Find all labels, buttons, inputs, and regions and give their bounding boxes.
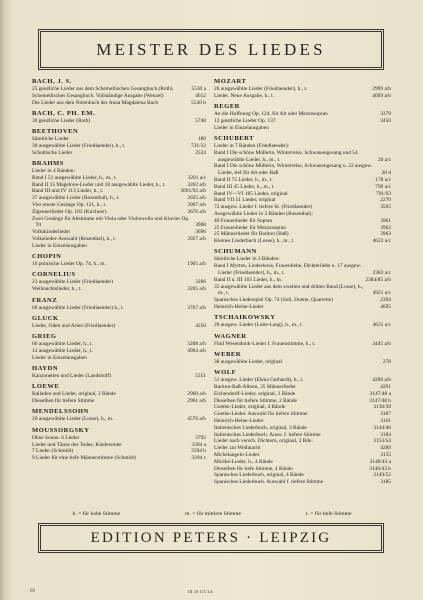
catalog-entry: [32, 286, 206, 293]
edition-number: 3161: [380, 417, 391, 424]
edition-number: 4622 a/c: [372, 238, 391, 245]
entry-title: Band II u. III 163 Lieder, h., m.: [214, 276, 283, 283]
edition-number: 3379: [380, 111, 391, 118]
entry-title: An die Hoffnung Op. 124, für Alt oder Mezzosopran: [214, 111, 328, 118]
entry-title: 20 ausgew. Lieder (Lotte-Lang), h., m., t.: [214, 322, 304, 329]
entry-title: Volkslieder-Auswahl (Rosenthal), h., t.: [32, 236, 117, 243]
composer-section: [32, 253, 206, 268]
catalog-entry: [214, 277, 391, 284]
publisher-box: [38, 523, 384, 553]
composer-name: MENDELSSOHN: [32, 408, 89, 416]
entry-title: Zigeunerlieder Op. 103 (Kirchner): [32, 208, 107, 215]
legend-high: h. = für hohe Stimme: [72, 511, 121, 517]
edition-number: 3505: [380, 204, 391, 211]
entry-title: Lieder nach versch. Dichtern, original, 2 Bde.: [214, 438, 313, 445]
composer-name: TSCHAIKOWSKY: [214, 314, 276, 322]
edition-number: 3208 a/b: [187, 341, 206, 348]
entry-title: Band III und IV 113 Lieder, h., t.: [32, 188, 104, 195]
composer-name: REGER: [214, 103, 240, 111]
composer-name: GLUCK: [32, 314, 59, 322]
entry-title: Band II 15 Magelone-Lieder und 18 ausgewählte Lieder, h., t.: [32, 181, 166, 188]
entry-title: Kanzonetten und Lieder (Landshoff): [32, 373, 112, 380]
edition-number: 3144/46: [373, 424, 391, 431]
edition-number: 3792: [195, 434, 206, 441]
edition-number: 3445 a/b: [372, 340, 391, 347]
catalog-entry: [32, 323, 206, 330]
catalog-entry: [32, 86, 206, 93]
catalog-entry: [214, 391, 391, 398]
catalog-entry: [32, 243, 206, 250]
entry-title: Band II 75 Lieder, h., m., t.: [214, 176, 273, 183]
edition-number: 5748: [195, 117, 206, 124]
composer-name: WOLF: [214, 369, 237, 377]
voice-legend: [40, 511, 384, 518]
catalog-entry: [214, 86, 391, 93]
composer-section: [32, 315, 206, 330]
catalog-entry: [214, 411, 391, 418]
entry-title: 20 ausgewählte Lieder (Losse), h., m.: [32, 416, 114, 423]
catalog-entry: [32, 202, 206, 209]
edition-number: 278: [382, 358, 391, 365]
catalog-entry: [214, 398, 391, 405]
edition-number: 4250: [195, 322, 206, 329]
edition-number: 2524: [195, 149, 206, 156]
edition-number: 4290 a/b: [372, 377, 391, 384]
composer-section: [214, 333, 391, 348]
catalog-entry: [214, 238, 391, 245]
entry-title: Mörike-Lieder, h., 4 Bände: [214, 458, 273, 465]
edition-number: 2960 a/b: [187, 391, 206, 398]
entry-title: 7 Lieder (Schmidt): [32, 448, 74, 455]
composer-name: BEETHOVEN: [32, 128, 79, 136]
edition-number: 180: [197, 136, 206, 143]
entry-title: 16 polnische Lieder Op. 74, h., m.: [32, 261, 106, 268]
catalog-entry: [214, 218, 391, 225]
edition-number: 3205 a/b: [187, 286, 206, 293]
composer-name: LOEWE: [32, 383, 60, 391]
entry-title: Lieder in Einzelausgaben: [32, 354, 87, 361]
edition-number: 3206: [195, 279, 206, 286]
entry-title: 25 Männerlieder für Bariton (Baß): [214, 231, 289, 238]
catalog-entry: [32, 261, 206, 268]
catalog-entry: [32, 341, 206, 348]
composer-name: BACH, C. PH. EM.: [32, 109, 96, 117]
catalog-entry: [214, 445, 391, 452]
edition-number: 3202 a/b: [187, 181, 206, 188]
catalog-entry: [32, 195, 206, 202]
catalog-entry: [32, 175, 206, 182]
edition-number: 3201 a/c: [187, 174, 206, 181]
entry-title: Lieder in 4 Bänden:: [32, 168, 75, 175]
catalog-entry: [214, 118, 391, 125]
catalog-entry: [214, 125, 391, 132]
composer-name: SCHUBERT: [214, 134, 255, 142]
catalog-entry: [214, 359, 391, 366]
composer-section: [214, 351, 391, 366]
edition-number: 2270: [380, 197, 391, 204]
edition-number: 3140/43 b: [369, 465, 391, 472]
catalog-entry: [214, 191, 391, 198]
catalog-entry: [32, 209, 206, 216]
entry-title: Italienisches Liederbuch, original, 3 Bände: [214, 424, 307, 431]
entry-title: Dieselben für tiefere Stimme, 2 Bände: [214, 397, 297, 404]
entry-title: 37 ausgewählte Lieder (Rosenthal), h., t.: [32, 195, 120, 202]
catalog-entry: [214, 322, 391, 329]
composer-name: WAGNER: [214, 332, 247, 340]
entry-title: Lieder, Oden und Arien (Friedlaender): [32, 322, 116, 329]
entry-title: 40 Frauenlieder für Sopran: [214, 217, 273, 224]
composer-section: [32, 365, 206, 380]
edition-number: 4695: [380, 304, 391, 311]
right-column: [214, 78, 391, 486]
edition-number: 3149/52: [373, 472, 391, 479]
composer-name: CHOPIN: [32, 253, 62, 261]
catalog-entry: [32, 236, 206, 243]
composer-section: [32, 427, 206, 462]
edition-number: 4612: [195, 92, 206, 99]
catalog-entry: [214, 304, 391, 311]
composer-section: [32, 297, 206, 312]
entry-title: Eichendorff-Lieder, original, 2 Bände: [214, 390, 296, 397]
composer-name: FRANZ: [32, 296, 58, 304]
composer-name: BACH, J. S.: [32, 78, 72, 85]
catalog-entry: [214, 263, 391, 277]
entry-title: Sämtliche Lieder: [32, 136, 69, 143]
edition-number: 4699 a/b: [372, 92, 391, 99]
entry-title: 12 geistliche Lieder Op. 137: [214, 117, 276, 124]
entry-title: Volkskinderlieder: [32, 229, 71, 236]
edition-number: 3153/54: [373, 438, 391, 445]
left-column: [32, 78, 206, 462]
catalog-entry: [214, 256, 391, 263]
catalog-entry: [32, 216, 206, 230]
entry-title: 12 ausgewählte Lieder, h., t.: [32, 347, 93, 354]
entry-title: Ausgewählte Lieder in 3 Bänden (Rosenthal):: [214, 210, 313, 217]
edition-number: 3963: [380, 231, 391, 238]
catalog-entry: [32, 93, 206, 100]
entry-title: 26 ausgewählte Lieder (Friedlaender), h., t.: [214, 86, 308, 92]
composer-name: WEBER: [214, 350, 242, 358]
edition-number: 5530 b: [191, 99, 206, 106]
entry-title: Goethe-Lieder, original, 4 Bände: [214, 404, 286, 411]
entry-title: Band III 45 Lieder, h., m., t.: [214, 183, 275, 190]
entry-title: Kleines Liederbuch (Losse), h., m., t.: [214, 238, 295, 245]
entry-title: Spanisches Liederspiel Op. 74 (Soli, Duette, Quartette): [214, 297, 334, 304]
catalog-entry: [32, 355, 206, 362]
catalog-entry: [214, 377, 391, 384]
catalog-entry: [32, 182, 206, 189]
edition-number: 3925 a/b: [187, 195, 206, 202]
composer-name: MOZART: [214, 78, 247, 85]
edition-number: 2383 a/c: [372, 270, 391, 277]
catalog-entry: [214, 93, 391, 100]
edition-number: 4291: [380, 384, 391, 390]
entry-title: Lieder in Einzelausgaben: [214, 124, 269, 131]
edition-number: 3927 a/b: [187, 236, 206, 243]
edition-number: 20 a/c: [377, 156, 391, 163]
edition-number: 3767 a/b: [187, 304, 206, 311]
catalog-entry: [214, 150, 391, 164]
edition-number: 3670 a/b: [187, 208, 206, 215]
entry-title: Vier ernste Gesänge Op. 121, h., t.: [32, 202, 107, 209]
composer-name: BRAHMS: [32, 160, 64, 168]
entry-title: 23 ausgewählte Lieder (Friedlaender): [32, 279, 113, 286]
entry-title: Dieselben für tiefe Stimme, 4 Bände: [214, 465, 293, 472]
entry-title: 38 ausgewählte Lieder, original: [214, 358, 283, 365]
print-code: III 18 115 Ld: [188, 589, 213, 594]
entry-title: Schottische Lieder: [32, 149, 73, 156]
catalog-entry: [214, 204, 391, 211]
entry-title: Spanisches Liederbuch. Auswahl f. tiefere Stimme: [214, 479, 324, 486]
entry-title: Band I 51 ausgewählte Lieder, h., m., t.: [32, 174, 117, 181]
entry-title: Spanisches Liederbuch, original, 4 Bände: [214, 472, 304, 479]
edition-number: 178 a/c: [375, 176, 391, 183]
edition-number: 3147/48 a: [369, 390, 391, 397]
entry-title: Band I Die schöne Müllerin, Winterreise, Schwanengesang und 54 ausgewählte Lieder, h., m., t.: [214, 149, 358, 163]
title-box: [38, 29, 384, 70]
edition-number: 791/93: [376, 190, 391, 197]
entry-title: Balladen und Lieder, original, 2 Bände: [32, 391, 116, 398]
composer-section: [32, 110, 206, 125]
entry-title: Heinrich-Heine-Lieder: [214, 304, 264, 311]
composer-name: HAYDN: [32, 365, 59, 373]
entry-title: Lieder zur Weihnacht: [214, 445, 261, 452]
entry-title: Bariton-Baß-Album, 35 Männerlieder: [214, 384, 296, 390]
composer-section: [32, 333, 206, 361]
entry-title: Italienisches Liederbuch. Ausw. f. tiefere Stimme: [214, 431, 321, 438]
catalog-entry: [214, 452, 391, 459]
edition-number: 3136/39: [373, 404, 391, 411]
edition-number: 3394 c: [191, 455, 206, 462]
catalog-entry: [214, 418, 391, 425]
entry-title: 9 Lieder für eine tiefe Männerstimme (Schmidt): [32, 455, 136, 462]
edition-number: 5530 a: [191, 86, 206, 92]
catalog-entry: [32, 136, 206, 143]
edition-number: 3907 a/b: [187, 202, 206, 209]
entry-title: Zwei Gesänge für Altstimme mit Viola oder Violoncello und Klavier Op. 91: [32, 215, 190, 229]
edition-number: 3908: [195, 222, 206, 229]
catalog-entry: [214, 163, 391, 177]
catalog-entry: [32, 373, 206, 380]
entry-title: Goethe-Lieder. Auswahl für tiefere Stimme: [214, 411, 308, 418]
publisher-name: EDITION PETERS · LEIPZIG: [90, 529, 332, 546]
edition-number: 731/32: [191, 142, 206, 149]
composer-name: CORNELIUS: [32, 271, 76, 279]
catalog-entry: [214, 143, 391, 150]
edition-number: 3450: [380, 117, 391, 124]
catalog-entry: [214, 479, 391, 486]
edition-number: 4904 a/b: [187, 347, 206, 354]
entry-title: Fünf Wesendonk-Lieder f. Frauenstimme, h., t.: [214, 340, 316, 347]
catalog-entry: [214, 184, 391, 191]
entry-title: Band I Die schöne Müllerin, Winterreise, Schwanengesang u. 22 ausgew. Lieder, tief für Alt oder Baß: [214, 163, 373, 177]
catalog-entry: [32, 455, 206, 462]
composer-section: [32, 408, 206, 423]
composer-name: MOUSSORGSKY: [32, 426, 90, 434]
edition-number: 3185: [380, 479, 391, 486]
catalog-entry: [32, 435, 206, 442]
composer-section: [214, 78, 391, 100]
catalog-entry: [214, 432, 391, 439]
composer-section: [32, 128, 206, 156]
edition-number: 3961: [380, 217, 391, 224]
entry-title: Schemellisches Gesangbuch. Vollständige Ausgabe (Wenzel): [32, 92, 164, 99]
edition-number: 3962: [380, 224, 391, 231]
entry-title: Sämtliche Lieder in 3 Bänden:: [214, 256, 280, 263]
edition-number: 3140/43 a: [369, 458, 391, 465]
catalog-entry: [214, 341, 391, 348]
edition-number: 2394: [380, 297, 391, 304]
catalog-entry: [32, 305, 206, 312]
edition-number: 4289: [380, 445, 391, 452]
catalog-entry: [214, 284, 391, 298]
composer-section: [32, 160, 206, 250]
entry-title: Heinrich-Heine-Lieder: [214, 417, 264, 424]
entry-title: Lieder in Einzelausgaben: [32, 242, 87, 249]
entry-title: Lieder in 7 Bänden (Friedlaender):: [214, 142, 290, 149]
entry-title: 35 ausgewählte Lieder aus dem zweiten und dritten Band (Losse), h., m., t.: [214, 283, 364, 297]
edition-number: 5351: [195, 373, 206, 380]
entry-title: Lieder. Neue Ausgabe, h., t.: [214, 92, 275, 99]
catalog-entry: [214, 111, 391, 118]
edition-number: 3187: [380, 411, 391, 418]
catalog-entry: [214, 297, 391, 304]
edition-number: 2961 a/b: [187, 398, 206, 405]
composer-name: SCHUMANN: [214, 248, 257, 256]
catalog-entry: [32, 279, 206, 286]
entry-title: Band I Myrten, Liederkreis, Frauenliebe, Dichterliebe u. 17 ausgew. Lieder (Friedlaender), h., m., t.: [214, 263, 362, 277]
page-number: 69: [30, 589, 35, 594]
edition-number: 3696: [195, 229, 206, 236]
entry-title: Weihnachtslieder, h., t.: [32, 286, 82, 293]
composer-section: [214, 103, 391, 131]
composer-section: [214, 248, 391, 310]
composer-section: [214, 135, 391, 245]
legend-low: t. = für tiefe Stimme: [305, 511, 352, 517]
edition-number: 20 d: [381, 170, 391, 177]
catalog-entry: [32, 348, 206, 355]
catalog-entry: [32, 118, 206, 125]
catalog-entry: [214, 438, 391, 445]
catalog-entry: [214, 466, 391, 473]
composer-section: [214, 369, 391, 486]
composer-section: [32, 78, 206, 106]
page-title: MEISTER DES LIEDES: [96, 39, 326, 59]
composer-section: [32, 271, 206, 293]
catalog-entry: [32, 150, 206, 157]
edition-number: 790 a/c: [375, 183, 391, 190]
edition-number: 3691/92 a/b: [180, 188, 206, 195]
entry-title: 25 Frauenlieder für Mezzosopran: [214, 224, 286, 231]
edition-number: 1905 a/b: [187, 261, 206, 268]
edition-number: 2999 a/b: [372, 86, 391, 92]
edition-number: 4570 a/b: [187, 416, 206, 423]
entry-title: 30 ausgewählte Lieder (Friedlaender), h., t.: [32, 142, 126, 149]
catalog-entry: [32, 100, 206, 107]
composer-name: GRIEG: [32, 333, 57, 341]
catalog-entry: [214, 459, 391, 466]
entry-title: Ohne Sonne. 6 Lieder: [32, 434, 80, 441]
catalog-entry: [214, 177, 391, 184]
entry-title: Band VII 51 Lieder, original: [214, 197, 276, 204]
entry-title: Lieder und Tänze des Todes; Kinderstube: [32, 441, 122, 448]
edition-number: 3184: [380, 431, 391, 438]
catalog-entry: [32, 168, 206, 175]
edition-number: 3394 b: [191, 448, 206, 455]
legend-medium: m. = für mittlere Stimme: [185, 511, 241, 517]
entry-title: Band IV—VI 185 Lieder, original: [214, 190, 288, 197]
entry-title: 25 geistliche Lieder aus dem Schemellischen Gesangbuch (Roth): [32, 86, 173, 92]
edition-number: 4631 a/c: [372, 322, 391, 329]
entry-title: Michelangelo-Lieder: [214, 451, 260, 458]
catalog-entry: [214, 211, 391, 218]
catalog-entry: [214, 425, 391, 432]
composer-section: [32, 383, 206, 405]
edition-number: 4921 a/c: [372, 290, 391, 297]
entry-title: Dieselben für tiefere Stimme: [32, 398, 95, 405]
entry-title: 51 ausgew. Lieder (Elena Gerhardt), h., t.: [214, 377, 304, 384]
catalog-entry: [32, 416, 206, 423]
entry-title: 60 ausgewählte Lieder, h., t.: [32, 341, 93, 348]
catalog-entry: [32, 398, 206, 405]
edition-number: 3147/48 b: [369, 397, 391, 404]
catalog-entry: [32, 143, 206, 150]
edition-number: 3155: [380, 451, 391, 458]
catalog-entry: [214, 384, 391, 391]
entry-title: 30 geistliche Lieder (Roth): [32, 117, 91, 124]
edition-number: 2384/85 a/b: [365, 276, 391, 283]
entry-title: 72 ausgew. Lieder f. tiefere St. (Friedlaender): [214, 204, 313, 211]
edition-number: 3394 a: [191, 441, 206, 448]
entry-title: Die Lieder aus dem Notenbuch der Anna Magdalena Bach: [32, 99, 159, 106]
entry-title: 60 ausgewählte Lieder (Friedlaender) h., t.: [32, 304, 124, 311]
composer-section: [214, 314, 391, 329]
